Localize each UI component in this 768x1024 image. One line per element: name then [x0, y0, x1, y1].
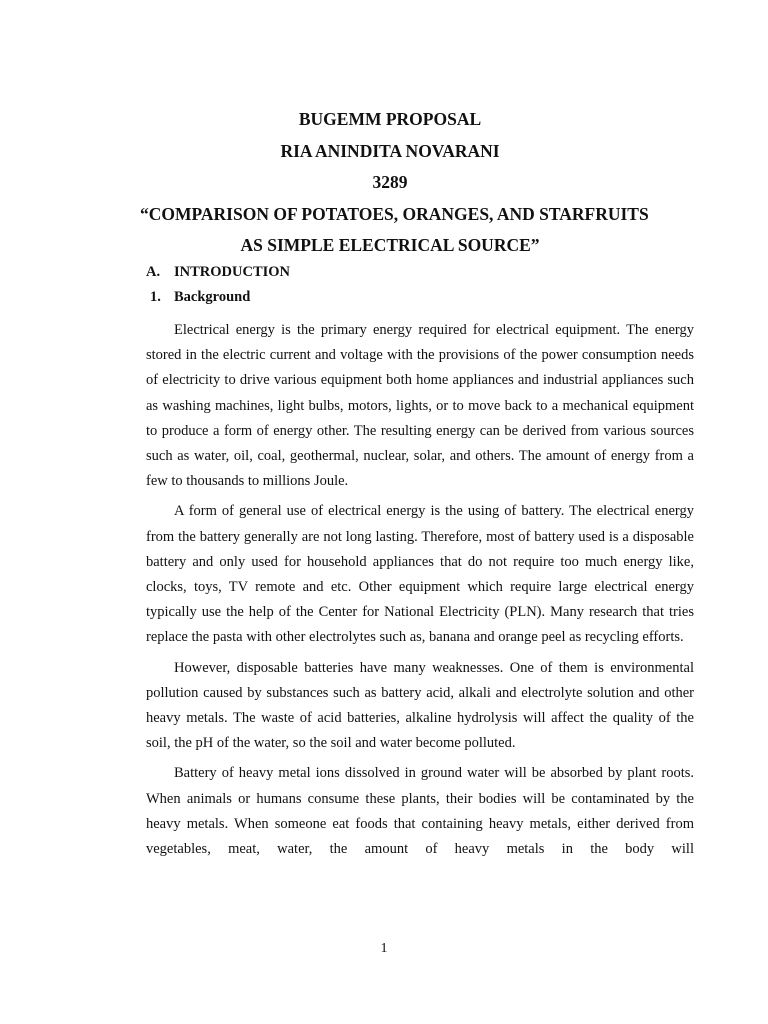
- subsection-title: Background: [174, 289, 251, 305]
- page-number: 1: [380, 941, 388, 956]
- subsection-number: 1.: [150, 289, 161, 305]
- paragraph: A form of general use of electrical energy is the using of battery. The electrical energy from the battery generally are not long lasting. Therefore, most of battery used is a disposable battery and only used for household appliances that do not require too much energy like, clocks, toys, TV remote and etc. Other equipment which require large electrical energy typically use the help of the Center for National Electricity (PLN). Many research that tries replace the pasta with other electrolytes such as, banana and orange peel as recycling efforts.: [146, 503, 694, 646]
- proposal-label: BUGEMM PROPOSAL: [298, 109, 482, 129]
- body-text: [146, 318, 694, 867]
- author-name: RIA ANINDITA NOVARANI: [280, 140, 500, 161]
- section-heading-introduction: [146, 262, 290, 282]
- title-block: [140, 104, 649, 262]
- student-number: 3289: [372, 172, 408, 192]
- paragraph: Electrical energy is the primary energy required for electrical equipment. The energy stored in the electric current and voltage with the provisions of the power consumption needs of electricity to drive various equipment both home appliances and industrial appliances such as washing machines, light bulbs, motors, lights, or to move back to a mechanical equipment to produce a form of energy other. The resulting energy can be derived from various sources such as water, oil, coal, geothermal, nuclear, solar, and others. The amount of energy from a few to thousands to millions Joule.: [146, 322, 694, 490]
- section-letter: A.: [146, 264, 161, 280]
- proposal-title-line-1: “COMPARISON OF POTATOES, ORANGES, AND STARFRUITS: [140, 203, 649, 224]
- proposal-title-line-2: AS SIMPLE ELECTRICAL SOURCE”: [240, 235, 540, 255]
- subsection-heading-background: [150, 287, 250, 307]
- paragraph: Battery of heavy metal ions dissolved in ground water will be absorbed by plant roots. When animals or humans consume these plants, their bodies will be contaminated by the heavy metals. When someone eat foods that containing heavy metals, either derived from vegetables, meat, water, the amount of heavy metals in the body will: [146, 765, 694, 858]
- paragraph: However, disposable batteries have many weaknesses. One of them is environmental pollution caused by substances such as battery acid, alkali and electrolyte solution and other heavy metals. The waste of acid batteries, alkaline hydrolysis will affect the quality of the soil, the pH of the water, so the soil and water become polluted.: [146, 659, 694, 752]
- section-title: INTRODUCTION: [174, 264, 291, 280]
